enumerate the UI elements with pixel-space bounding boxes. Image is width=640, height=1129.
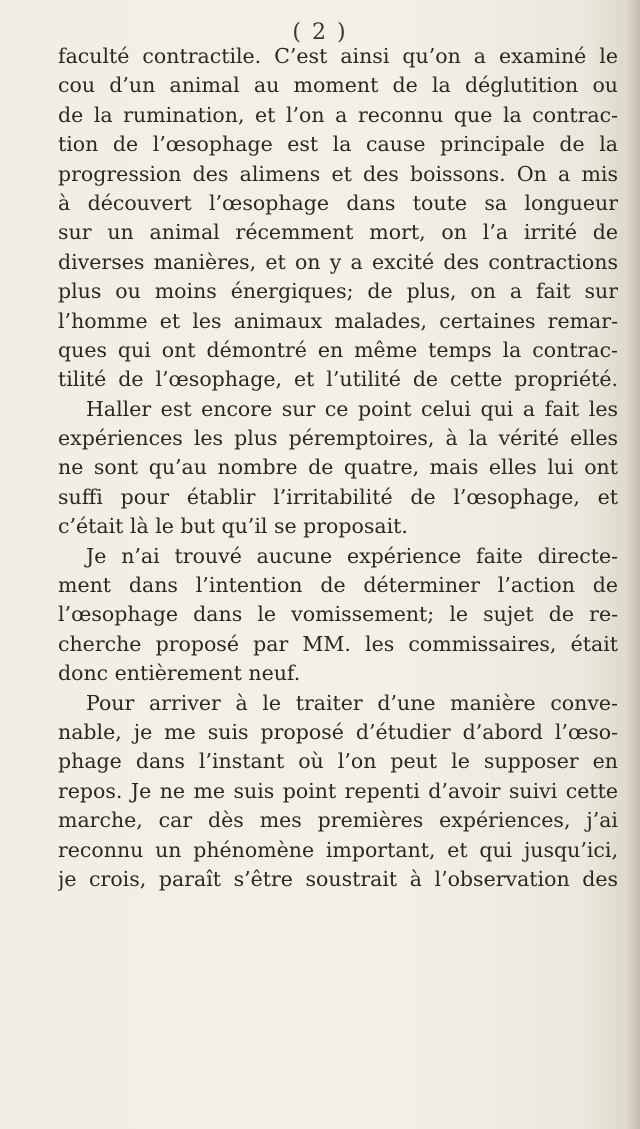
text-line: expériences les plus péremptoires, à la vérité elles (58, 426, 618, 451)
text-line: tion de l’œsophage est la cause principale de la (58, 132, 618, 157)
text-line: l’œsophage dans le vomissement; le sujet de re- (58, 602, 618, 627)
text-line: c’était là le but qu’il se proposait. (58, 514, 408, 539)
page-edge-shadow (626, 0, 640, 1129)
text-line: marche, car dès mes premières expériences, j’ai (58, 808, 618, 833)
text-line: sur un animal récemment mort, on l’a irrité de (58, 220, 618, 245)
text-line: à découvert l’œsophage dans toute sa longueur (58, 190, 618, 215)
text-line: nable, je me suis proposé d’étudier d’abord l’œso- (58, 719, 618, 744)
page-number: ( 2 ) (292, 20, 348, 45)
text-line: je crois, paraît s’être soustrait à l’observation des (58, 866, 618, 891)
text-line: phage dans l’instant où l’on peut le supposer en (58, 749, 618, 774)
text-line: Je n’ai trouvé aucune expérience faite directe- (86, 543, 618, 568)
text-line: ques qui ont démontré en même temps la contrac- (58, 337, 618, 362)
text-line: cherche proposé par MM. les commissaires, était (58, 631, 618, 656)
text-line: Pour arriver à le traiter d’une manière conve- (86, 690, 618, 715)
text-line: reconnu un phénomène important, et qui jusqu’ici, (58, 837, 618, 862)
text-line: cou d’un animal au moment de la déglutition ou (58, 73, 618, 98)
text-line: donc entièrement neuf. (58, 661, 301, 686)
text-line: repos. Je ne me suis point repenti d’avoir suivi cette (58, 778, 618, 803)
body-text (58, 42, 618, 894)
text-line: de la rumination, et l’on a reconnu que la contrac- (58, 102, 618, 127)
text-line: tilité de l’œsophage, et l’utilité de cette propriété. (58, 367, 618, 392)
text-line: ne sont qu’au nombre de quatre, mais elles lui ont (58, 455, 618, 480)
text-line: l’homme et les animaux malades, certaines remar- (58, 308, 618, 333)
text-line: ment dans l’intention de déterminer l’action de (58, 573, 618, 598)
text-line: Haller est encore sur ce point celui qui a fait les (86, 396, 618, 421)
text-line: diverses manières, et on y a excité des contractions (58, 249, 618, 274)
text-line: faculté contractile. C’est ainsi qu’on a examiné le (58, 44, 618, 68)
text-line: plus ou moins énergiques; de plus, on a fait sur (58, 279, 618, 304)
text-line: progression des alimens et des boissons. On a mis (58, 161, 618, 186)
text-line: suffi pour établir l’irritabilité de l’œsophage, et (58, 484, 618, 509)
